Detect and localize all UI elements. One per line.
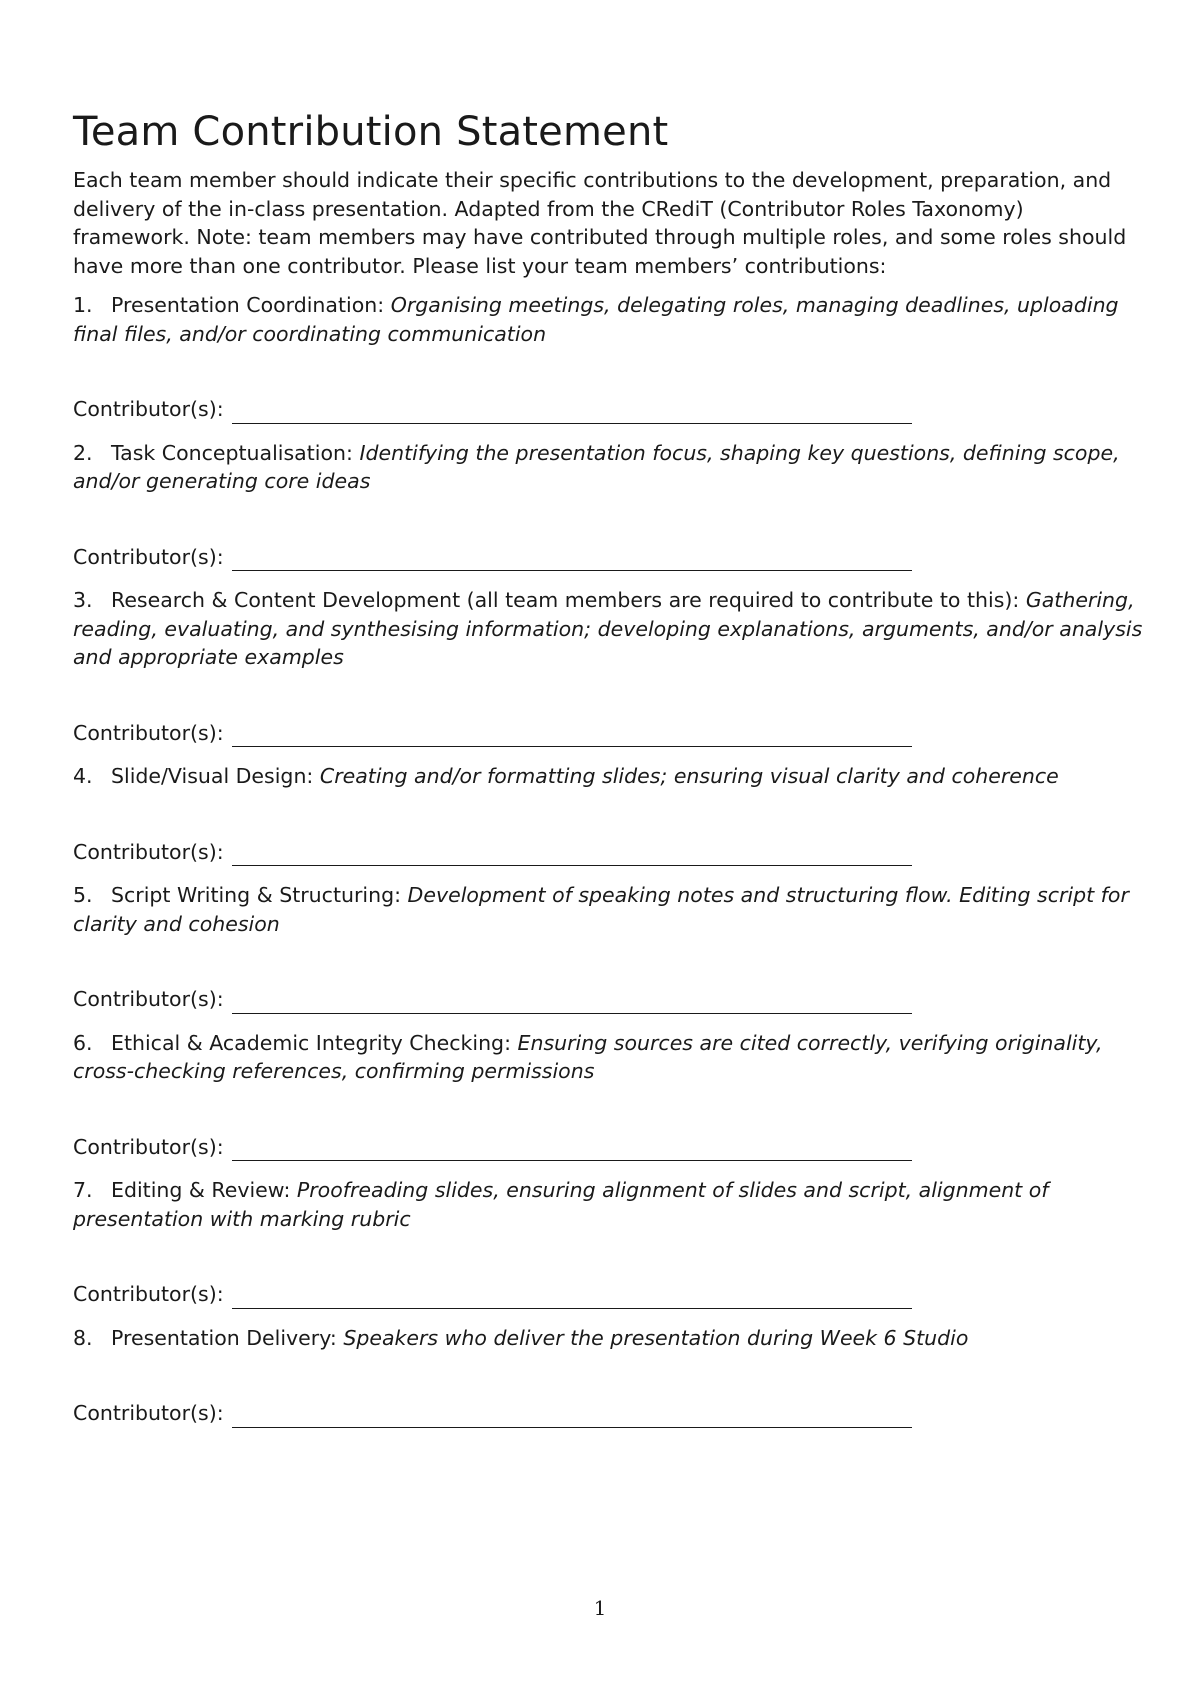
- intro-paragraph: Each team member should indicate their specific contributions to the development, preparation, and delivery of the in-class presentation. Adapted from the CRediT (Contributor Roles Taxonomy) framework. Note: team members may have contributed through multiple roles, and some roles should have more than one contributor. Please list your team members’ contributions:: [73, 168, 1127, 278]
- role-1: [73, 291, 1143, 348]
- role-6: [73, 1029, 1143, 1086]
- contributor-label: Contributor(s):: [73, 544, 224, 569]
- role-name: Editing & Review:: [111, 1178, 291, 1202]
- contributor-line-8[interactable]: [232, 1406, 912, 1428]
- role-number: 2.: [73, 440, 93, 465]
- role-number: 1.: [73, 293, 93, 317]
- contributor-label: Contributor(s):: [73, 1282, 224, 1306]
- role-7: [73, 1176, 1143, 1233]
- contributor-field-2: [73, 543, 1143, 572]
- role-description: Creating and/or formatting slides; ensuring visual clarity and coherence: [319, 764, 1059, 788]
- contributor-line-5[interactable]: [232, 992, 912, 1014]
- contributor-field-4: [73, 838, 1143, 867]
- role-4: [73, 762, 1143, 791]
- contributor-field-5: [73, 985, 1143, 1014]
- role-number: 3.: [73, 588, 93, 612]
- contributor-field-1: [73, 395, 1143, 424]
- role-description: Organising meetings, delegating roles, managing deadlines, uploading final files, and/or coordinating communication: [73, 293, 1119, 346]
- role-description: Ensuring sources are cited correctly, verifying originality, cross-checking references, confirming permissions: [73, 1030, 1103, 1083]
- role-number: 4.: [73, 764, 93, 788]
- role-description: Identifying the presentation focus, shaping key questions, defining scope, and/or generating core ideas: [73, 440, 1120, 493]
- contributor-field-7: [73, 1280, 1143, 1309]
- contributor-line-7[interactable]: [232, 1287, 912, 1309]
- contributor-label: Contributor(s):: [73, 1401, 224, 1425]
- role-number: 5.: [73, 883, 93, 907]
- role-name: Slide/Visual Design:: [111, 764, 314, 788]
- contributor-field-6: [73, 1133, 1143, 1162]
- contributor-field-8: [73, 1399, 1143, 1428]
- contributor-label: Contributor(s):: [73, 987, 224, 1011]
- role-2: [73, 439, 1143, 496]
- role-8: [73, 1324, 1143, 1353]
- role-name: Ethical & Academic Integrity Checking:: [111, 1030, 511, 1055]
- contributor-line-3[interactable]: [232, 725, 912, 747]
- role-5: [73, 881, 1143, 938]
- role-description: Speakers who deliver the presentation during Week 6 Studio: [343, 1325, 969, 1350]
- role-name: Presentation Coordination:: [111, 293, 385, 317]
- role-number: 6.: [73, 1030, 93, 1055]
- page-title: Team Contribution Statement: [73, 109, 669, 155]
- contributor-field-3: [73, 719, 1143, 748]
- contributor-line-2[interactable]: [232, 549, 912, 571]
- role-3: [73, 586, 1143, 672]
- role-description: Development of speaking notes and structuring flow. Editing script for clarity and cohesion: [73, 883, 1129, 936]
- contributor-line-1[interactable]: [232, 402, 912, 424]
- contributor-label: Contributor(s):: [73, 839, 224, 864]
- role-number: 7.: [73, 1178, 93, 1202]
- role-number: 8.: [73, 1325, 93, 1350]
- role-name: Script Writing & Structuring:: [111, 883, 402, 907]
- contributor-line-6[interactable]: [232, 1139, 912, 1161]
- contributor-label: Contributor(s):: [73, 720, 224, 745]
- role-name: Presentation Delivery:: [111, 1325, 337, 1350]
- page-number: 1: [593, 1596, 607, 1620]
- role-name: Task Conceptualisation:: [111, 440, 353, 465]
- contributor-label: Contributor(s):: [73, 1134, 224, 1159]
- contributor-label: Contributor(s):: [73, 397, 224, 421]
- contributor-line-4[interactable]: [232, 844, 912, 866]
- document-page: [73, 104, 1143, 1428]
- role-description: Proofreading slides, ensuring alignment of slides and script, alignment of presentation with marking rubric: [73, 1178, 1049, 1231]
- role-description: Gathering, reading, evaluating, and synthesising information; developing explanations, arguments, and/or analysis and appropriate examples: [73, 588, 1143, 669]
- role-name: Research & Content Development (all team members are required to contribute to this):: [111, 588, 1020, 612]
